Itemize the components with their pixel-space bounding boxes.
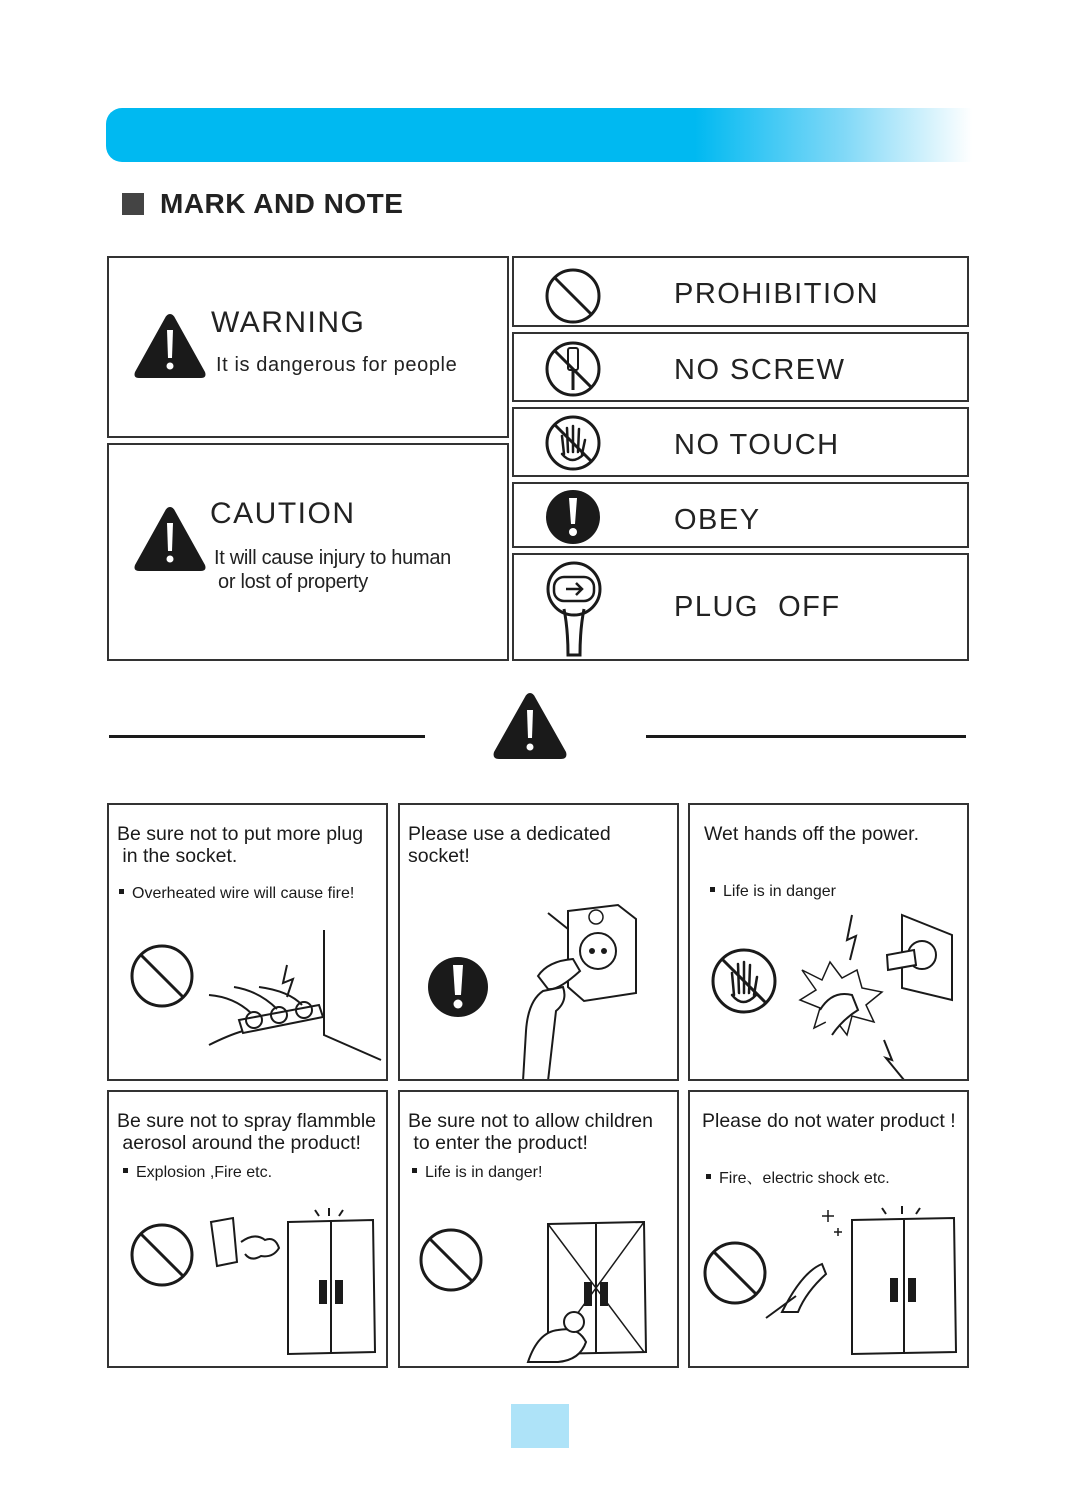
symbol-label: OBEY: [674, 504, 761, 536]
card-note: Explosion ,Fire etc.: [123, 1164, 272, 1182]
prohibition-icon: [702, 1240, 768, 1306]
card-heading: Please do not water product !: [702, 1110, 956, 1132]
aerosol-fridge-illustration: [203, 1202, 383, 1368]
section-title: MARK AND NOTE: [122, 188, 403, 220]
caution-description-line2: or lost of property: [218, 571, 368, 593]
wet-hands-illustration: [792, 910, 962, 1080]
attention-triangle-icon: [490, 690, 570, 762]
symbol-label: NO SCREW: [674, 354, 846, 386]
plug-off-icon: [544, 559, 604, 661]
water-fridge-illustration: [762, 1202, 962, 1368]
caution-description-line1: It will cause injury to human: [214, 547, 451, 569]
prohibition-icon: [418, 1227, 484, 1293]
card-heading: Wet hands off the power.: [704, 823, 920, 845]
safety-card-children: [398, 1090, 679, 1368]
warning-legend: [107, 256, 509, 438]
caution-legend: [107, 443, 509, 661]
symbol-row-prohibition: [512, 256, 969, 327]
card-heading: Be sure not to put more plug in the socket.: [117, 823, 364, 867]
card-note: Life is in danger!: [412, 1164, 542, 1182]
prohibition-icon: [129, 1222, 195, 1288]
header-banner: [106, 108, 972, 162]
page-number-marker: [511, 1404, 569, 1448]
symbol-label: PROHIBITION: [674, 278, 880, 310]
divider-right: [646, 735, 966, 738]
caution-title: CAUTION: [210, 497, 356, 530]
symbol-row-obey: [512, 482, 969, 548]
bullet-square-icon: [122, 193, 144, 215]
child-fridge-illustration: [508, 1202, 678, 1368]
no-touch-icon: [544, 414, 602, 472]
safety-card-wet-hands: [688, 803, 969, 1081]
prohibition-icon: [129, 943, 195, 1009]
card-note: Life is in danger: [710, 883, 836, 901]
symbol-row-plug-off: [512, 553, 969, 661]
prohibition-icon: [544, 267, 602, 325]
symbol-label: NO TOUCH: [674, 429, 840, 461]
card-note: Overheated wire will cause fire!: [119, 885, 354, 903]
card-heading: Please use a dedicated socket!: [408, 823, 611, 867]
obey-icon: [426, 955, 490, 1019]
symbol-row-no-screw: [512, 332, 969, 402]
safety-card-plug: [107, 803, 388, 1081]
no-screw-icon: [544, 340, 602, 398]
warning-description: It is dangerous for people: [216, 354, 458, 376]
warning-title: WARNING: [211, 306, 366, 339]
dedicated-socket-illustration: [518, 901, 678, 1081]
power-strip-illustration: [199, 925, 384, 1075]
symbol-row-no-touch: [512, 407, 969, 477]
safety-card-water: [688, 1090, 969, 1368]
card-note: Fire、electric shock etc.: [706, 1165, 890, 1188]
symbol-label: PLUG OFF: [674, 591, 841, 623]
obey-icon: [544, 488, 602, 546]
caution-triangle-icon: [131, 503, 209, 575]
safety-card-dedicated-socket: [398, 803, 679, 1081]
card-heading: Be sure not to allow children to enter the product!: [408, 1110, 653, 1154]
divider-left: [109, 735, 425, 738]
card-heading: Be sure not to spray flammble aerosol around the product!: [117, 1110, 377, 1154]
no-touch-icon: [710, 947, 778, 1015]
safety-card-aerosol: [107, 1090, 388, 1368]
warning-triangle-icon: [131, 310, 209, 382]
